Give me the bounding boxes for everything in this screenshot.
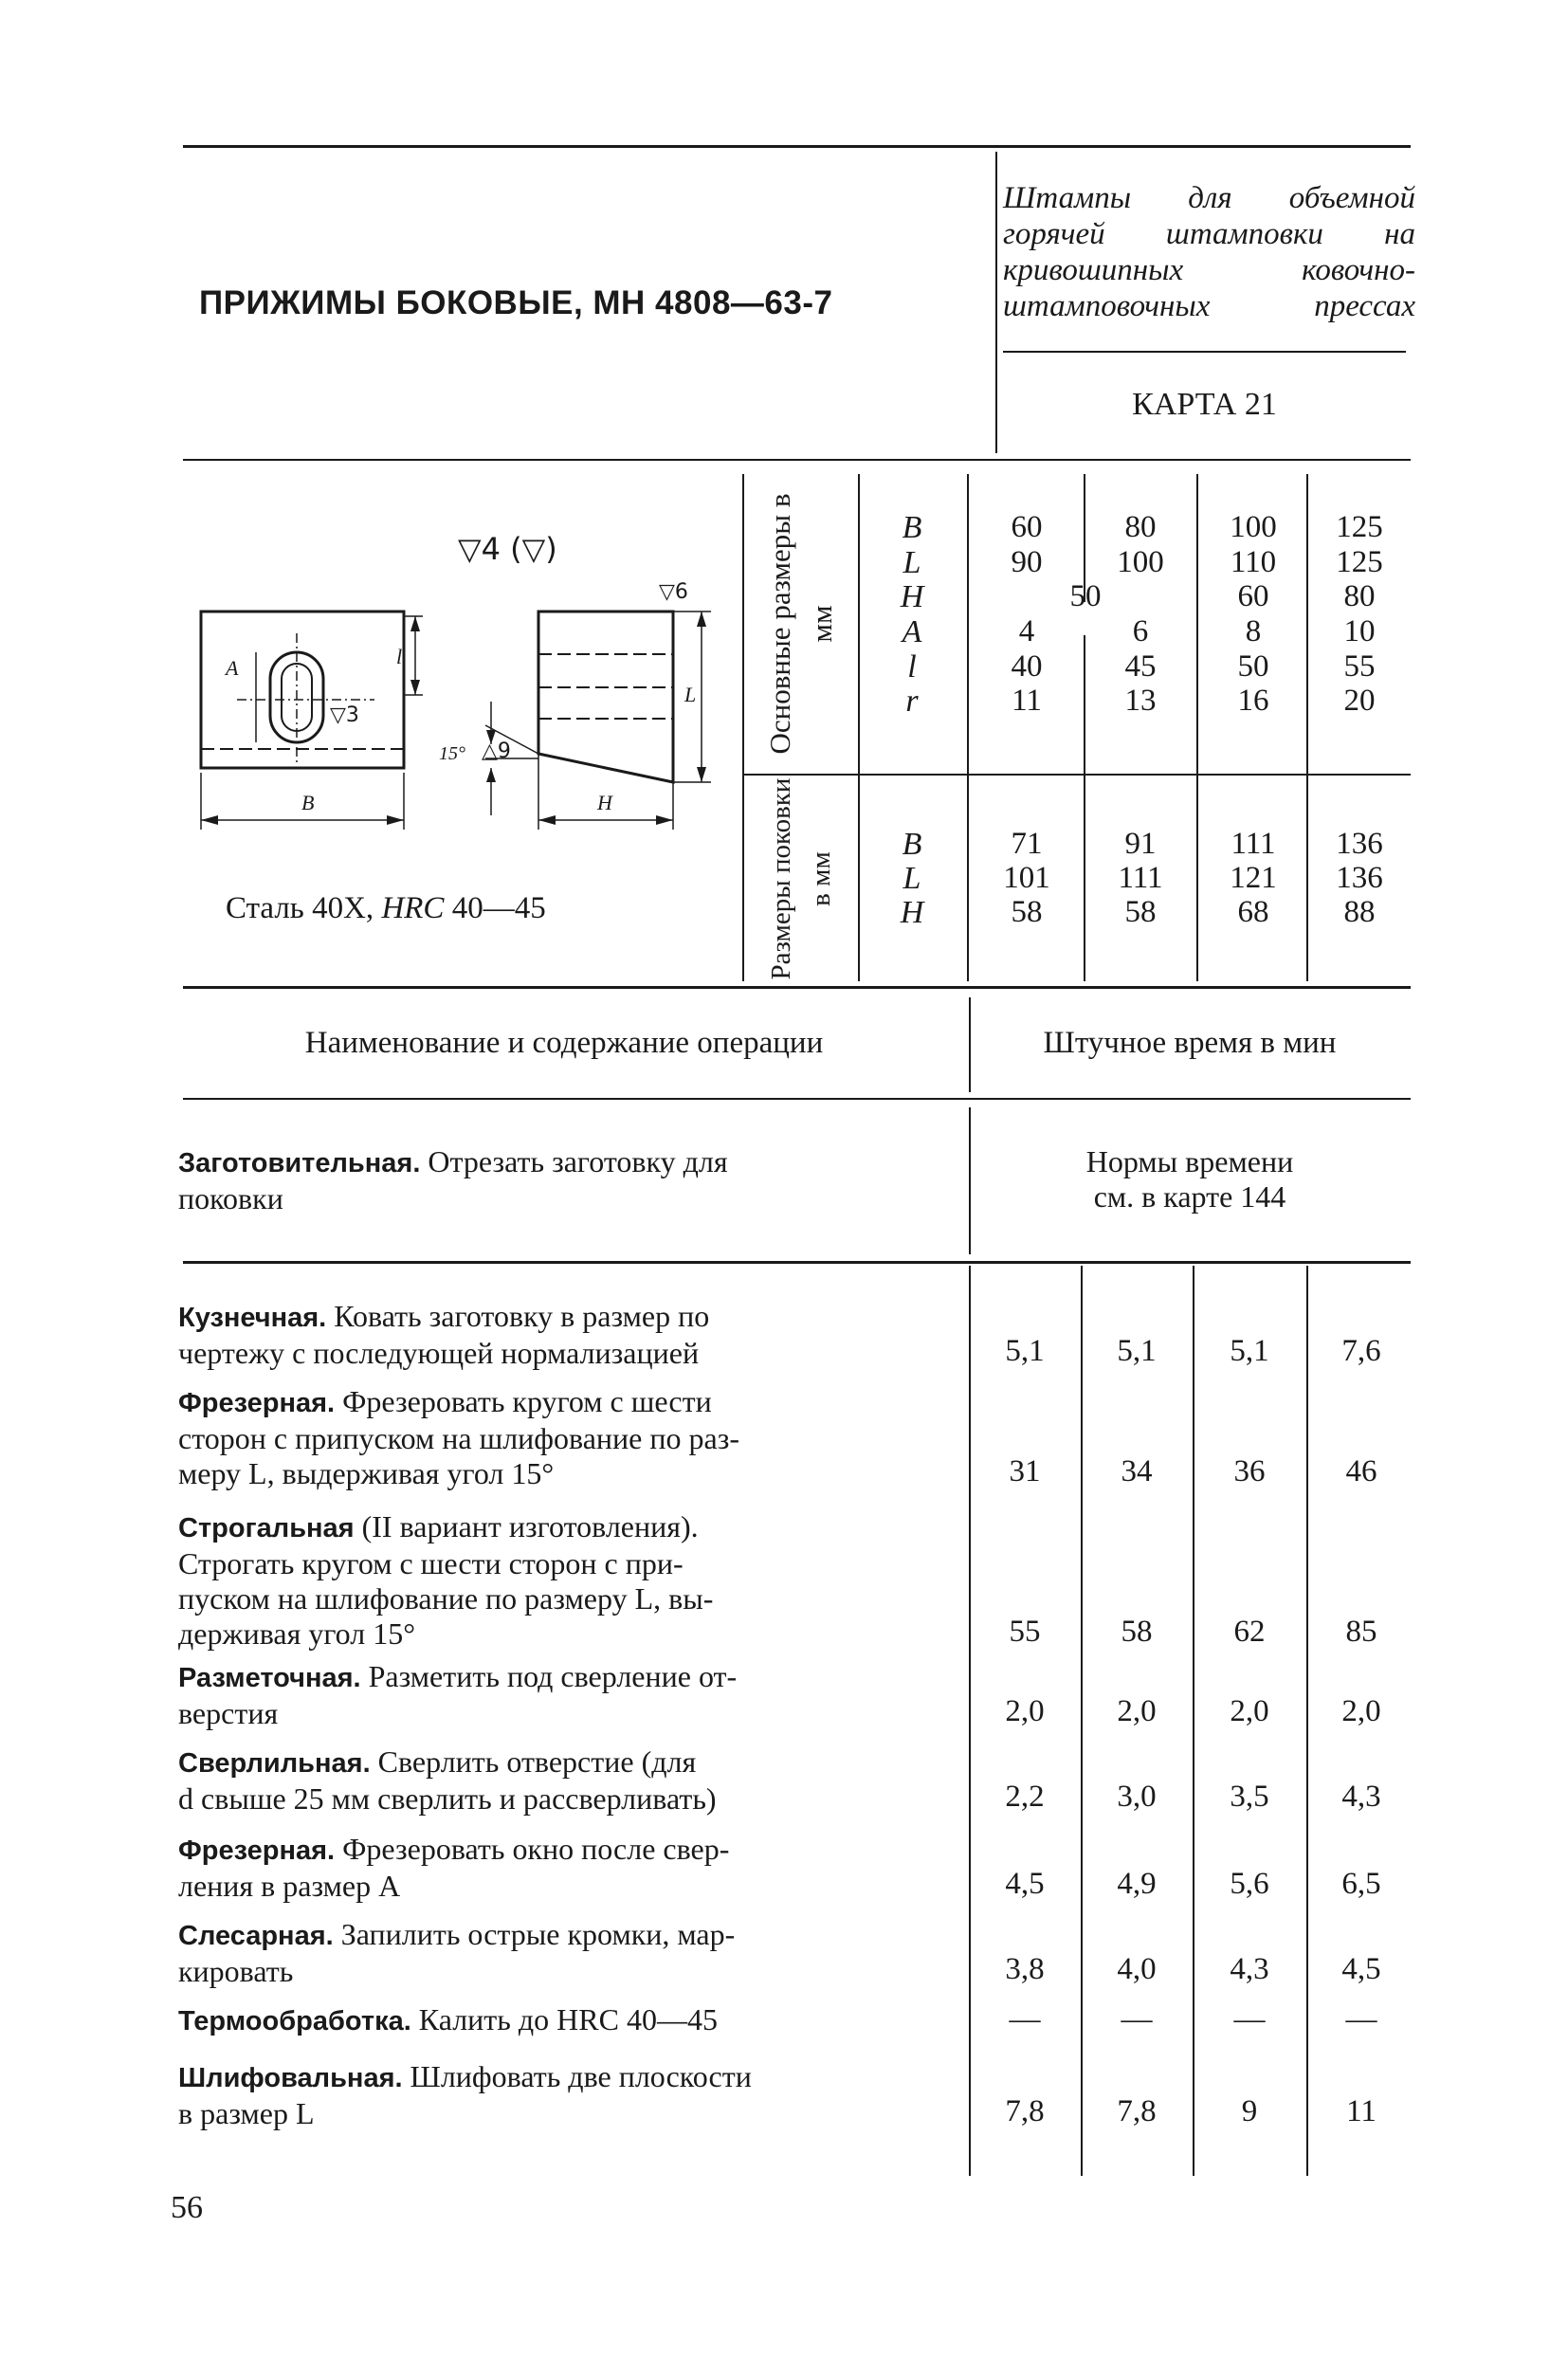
- operation-text: Строгать кругом с шести сторон с при-: [178, 1546, 684, 1580]
- main-dimension-value: 4: [1018, 614, 1035, 648]
- operation-text: Фрезеровать окно после свер-: [335, 1832, 730, 1866]
- operation-head: Термообработка.: [178, 2006, 411, 2036]
- dim-divider-label: [858, 474, 860, 981]
- operation-text: ления в размер A: [178, 1869, 401, 1903]
- main-dimension-value: 6: [1132, 614, 1149, 648]
- dim-divider-c1b: [1084, 635, 1085, 981]
- page-number: 56: [171, 2190, 203, 2225]
- ops-divider-4: [1306, 1266, 1308, 2176]
- operation-time-value: 2,0: [1117, 1694, 1157, 1728]
- main-dimension-value: 60: [1237, 579, 1269, 613]
- main-symbol: H: [900, 579, 924, 614]
- dim-l-label: l: [396, 645, 403, 668]
- operation-row: [178, 1509, 894, 1652]
- main-dimension-value: 13: [1124, 684, 1157, 718]
- category-line-3: кривошипных ковочно-: [1003, 253, 1415, 287]
- main-dimension-value: 90: [1011, 545, 1043, 579]
- operation-time-value: 2,0: [1341, 1694, 1381, 1728]
- prep-head: Заготовительная.: [178, 1148, 421, 1178]
- prep-bottom-rule: [183, 1261, 1411, 1264]
- ops-divider-1: [969, 1266, 971, 2176]
- forging-symbol: B: [902, 827, 922, 862]
- operation-time-value: 36: [1233, 1454, 1266, 1488]
- operation-text: кировать: [178, 1954, 294, 1988]
- main-symbol: B: [902, 510, 922, 545]
- forging-dimension-value: 68: [1237, 895, 1269, 929]
- operation-time-value: 3,8: [1005, 1952, 1045, 1986]
- operation-row: [178, 1832, 894, 1904]
- operation-time-value: 4,3: [1230, 1952, 1269, 1986]
- operation-time-value: 7,8: [1117, 2094, 1157, 2128]
- operation-row: [178, 2059, 894, 2131]
- operation-row: [178, 2002, 894, 2039]
- main-symbol: A: [902, 614, 922, 649]
- operation-row: [178, 1384, 894, 1491]
- header-bottom-rule: [183, 459, 1411, 461]
- operation-head: Фрезерная.: [178, 1388, 336, 1418]
- operation-time-value: 4,5: [1341, 1952, 1381, 1986]
- operation-row: [178, 1917, 894, 1989]
- operation-head: Строгальная: [178, 1513, 355, 1543]
- operation-text: верстия: [178, 1696, 279, 1730]
- forging-dimensions-label: [744, 776, 858, 981]
- operation-time-value: —: [1121, 2002, 1153, 2036]
- operation-time-value: —: [1345, 2002, 1377, 2036]
- main-dimension-value: 100: [1230, 510, 1277, 544]
- surface-finish-mark: ▽4 (▽): [458, 531, 557, 567]
- operation-time-value: 4,9: [1117, 1867, 1157, 1901]
- main-symbol: l: [907, 649, 917, 685]
- dim-B-label: B: [301, 791, 315, 814]
- operation-time-value: 5,1: [1117, 1334, 1157, 1368]
- operation-time-value: 4,3: [1341, 1780, 1381, 1814]
- operation-time-value: 34: [1121, 1454, 1153, 1488]
- operation-time-value: 5,1: [1005, 1334, 1045, 1368]
- operation-time-value: 5,6: [1230, 1867, 1269, 1901]
- dim-divider-symbol: [967, 474, 969, 981]
- operation-text: пуском на шлифование по размеру L, вы-: [178, 1581, 714, 1616]
- ops-divider-3: [1193, 1266, 1194, 2176]
- page-title: ПРИЖИМЫ БОКОВЫЕ, МН 4808—63-7: [199, 284, 833, 321]
- operation-text: сторон с припуском на шлифование по раз-: [178, 1421, 739, 1455]
- operation-head: Шлифовальная.: [178, 2063, 403, 2093]
- forging-dimension-value: 58: [1011, 895, 1043, 929]
- main-dimension-value: 60: [1011, 510, 1043, 544]
- ops-header-divider: [969, 997, 971, 1092]
- material-hrc: HRC: [381, 891, 445, 925]
- finish-v3-label: ▽3: [330, 703, 359, 727]
- material-text: [226, 891, 546, 926]
- operation-time-value: 9: [1241, 2094, 1258, 2128]
- main-dimension-value: 125: [1336, 545, 1383, 579]
- operation-time-value: 11: [1346, 2094, 1377, 2128]
- category-line-2: горячей штамповки на: [1003, 217, 1415, 251]
- operation-text: в размер L: [178, 2096, 315, 2130]
- operation-time-value: 2,0: [1005, 1694, 1045, 1728]
- main-dimension-value: 40: [1011, 649, 1043, 684]
- prep-norm-1: Нормы времени: [1085, 1144, 1294, 1178]
- ops-header-rule: [183, 1098, 1411, 1100]
- operation-text: Ковать заготовку в размер по: [326, 1299, 710, 1333]
- operation-time-value: 3,5: [1230, 1780, 1269, 1814]
- ops-divider-2: [1081, 1266, 1083, 2176]
- operation-head: Слесарная.: [178, 1921, 334, 1951]
- ops-name-header: Наименование и содержание операции: [304, 1026, 824, 1060]
- operation-time-value: —: [1233, 2002, 1266, 2036]
- operation-time-value: 4,0: [1117, 1952, 1157, 1986]
- operation-time-value: 31: [1009, 1454, 1041, 1488]
- ops-time-header: Штучное время в мин: [1043, 1026, 1337, 1060]
- main-dimension-value: 100: [1117, 545, 1164, 579]
- operation-head: Сверлильная.: [178, 1748, 371, 1779]
- operation-row: [178, 1659, 894, 1731]
- prep-text-2: поковки: [178, 1181, 283, 1215]
- operation-time-value: 4,5: [1005, 1867, 1045, 1901]
- operation-time-value: 2,2: [1005, 1780, 1045, 1814]
- forging-dimension-value: 136: [1336, 827, 1383, 861]
- card-number: КАРТА 21: [1132, 387, 1277, 422]
- prep-text-1: Отрезать заготовку для: [420, 1144, 728, 1178]
- main-symbol: L: [903, 545, 921, 580]
- operation-time-value: 62: [1233, 1615, 1266, 1649]
- finish-v6-label: ▽6: [659, 580, 688, 604]
- operation-time-value: 46: [1345, 1454, 1377, 1488]
- operation-time-value: 3,0: [1117, 1780, 1157, 1814]
- part-drawing: [190, 578, 739, 844]
- forging-dimension-value: 101: [1003, 861, 1050, 895]
- operation-text: меру L, выдерживая угол 15°: [178, 1456, 555, 1490]
- forging-dimension-value: 111: [1231, 827, 1276, 861]
- shared-h-value: 50: [1069, 579, 1102, 613]
- category-rule: [1003, 351, 1406, 353]
- forging-dimension-value: 111: [1118, 861, 1163, 895]
- operation-text: d свыше 25 мм сверлить и рассверливать): [178, 1781, 717, 1816]
- main-dimension-value: 55: [1343, 649, 1376, 684]
- prep-divider: [969, 1107, 971, 1254]
- operation-time-value: 5,1: [1230, 1334, 1269, 1368]
- category-line-4: штамповочных прессах: [1003, 289, 1415, 323]
- main-dimension-value: 80: [1343, 579, 1376, 613]
- prep-operation: [178, 1144, 894, 1216]
- forging-dimensions-text: Размеры поковки в мм: [766, 777, 836, 979]
- operation-text: Калить до HRC 40—45: [410, 2002, 718, 2036]
- operation-time-value: 7,8: [1005, 2094, 1045, 2128]
- main-dimensions-text: Основные размеры в мм: [763, 493, 838, 755]
- forging-symbol: L: [903, 861, 921, 896]
- forging-dimension-value: 121: [1230, 861, 1277, 895]
- operation-head: Кузнечная.: [178, 1303, 327, 1333]
- operation-time-value: —: [1009, 2002, 1041, 2036]
- dim-A-label: A: [226, 656, 239, 680]
- forging-dimension-value: 58: [1124, 895, 1157, 929]
- operation-time-value: 7,6: [1341, 1334, 1381, 1368]
- category-text: [1003, 180, 1415, 324]
- operation-time-value: 55: [1009, 1615, 1041, 1649]
- forging-dimension-value: 91: [1124, 827, 1157, 861]
- operation-head: Разметочная.: [178, 1663, 361, 1693]
- dim-bottom-rule: [183, 986, 1411, 989]
- finish-v9-label: △9: [482, 740, 511, 763]
- prep-norm-2: см. в карте 144: [1093, 1179, 1286, 1214]
- forging-symbol: H: [900, 895, 924, 930]
- category-line-1: Штампы для объемной: [1003, 181, 1415, 215]
- forging-dimension-value: 71: [1011, 827, 1043, 861]
- forging-dimension-value: 136: [1336, 861, 1383, 895]
- operation-text: держивая угол 15°: [178, 1616, 415, 1651]
- main-dimension-value: 16: [1237, 684, 1269, 718]
- main-dimensions-label: [744, 474, 858, 774]
- main-dimension-value: 50: [1237, 649, 1269, 684]
- main-symbol: r: [905, 684, 919, 719]
- operation-time-value: 85: [1345, 1615, 1377, 1649]
- operation-text: Шлифовать две плоскости: [402, 2059, 752, 2093]
- dim-L-label: L: [684, 683, 697, 706]
- dim-divider-c2: [1196, 474, 1198, 981]
- main-dimension-value: 125: [1336, 510, 1383, 544]
- main-dimension-value: 45: [1124, 649, 1157, 684]
- material-range: 40—45: [444, 891, 546, 925]
- top-rule: [183, 145, 1411, 148]
- operation-text: чертежу с последующей нормализацией: [178, 1336, 700, 1370]
- operation-row: [178, 1744, 894, 1817]
- operation-row: [178, 1299, 894, 1371]
- operation-time-value: 6,5: [1341, 1867, 1381, 1901]
- main-dimension-value: 10: [1343, 614, 1376, 648]
- operation-head: Фрезерная.: [178, 1835, 336, 1866]
- operation-text: (II вариант изготовления).: [354, 1509, 699, 1543]
- material-prefix: Сталь 40Х,: [226, 891, 382, 925]
- operation-text: Разметить под сверление от-: [360, 1659, 738, 1693]
- operation-text: Сверлить отверстие (для: [370, 1744, 697, 1779]
- main-dimension-value: 11: [1012, 684, 1042, 718]
- main-dimension-value: 110: [1230, 545, 1277, 579]
- operation-text: Запилить острые кромки, мар-: [333, 1917, 736, 1951]
- operation-text: Фрезеровать кругом с шести: [335, 1384, 712, 1418]
- angle-label: 15°: [439, 743, 465, 764]
- main-dimension-value: 8: [1245, 614, 1262, 648]
- dim-H-label: H: [597, 791, 612, 814]
- header-divider: [995, 152, 997, 453]
- main-dimension-value: 80: [1124, 510, 1157, 544]
- prep-norm: [969, 1144, 1411, 1214]
- operation-time-value: 58: [1121, 1615, 1153, 1649]
- operation-time-value: 2,0: [1230, 1694, 1269, 1728]
- main-dimension-value: 20: [1343, 684, 1376, 718]
- forging-dimension-value: 88: [1343, 895, 1376, 929]
